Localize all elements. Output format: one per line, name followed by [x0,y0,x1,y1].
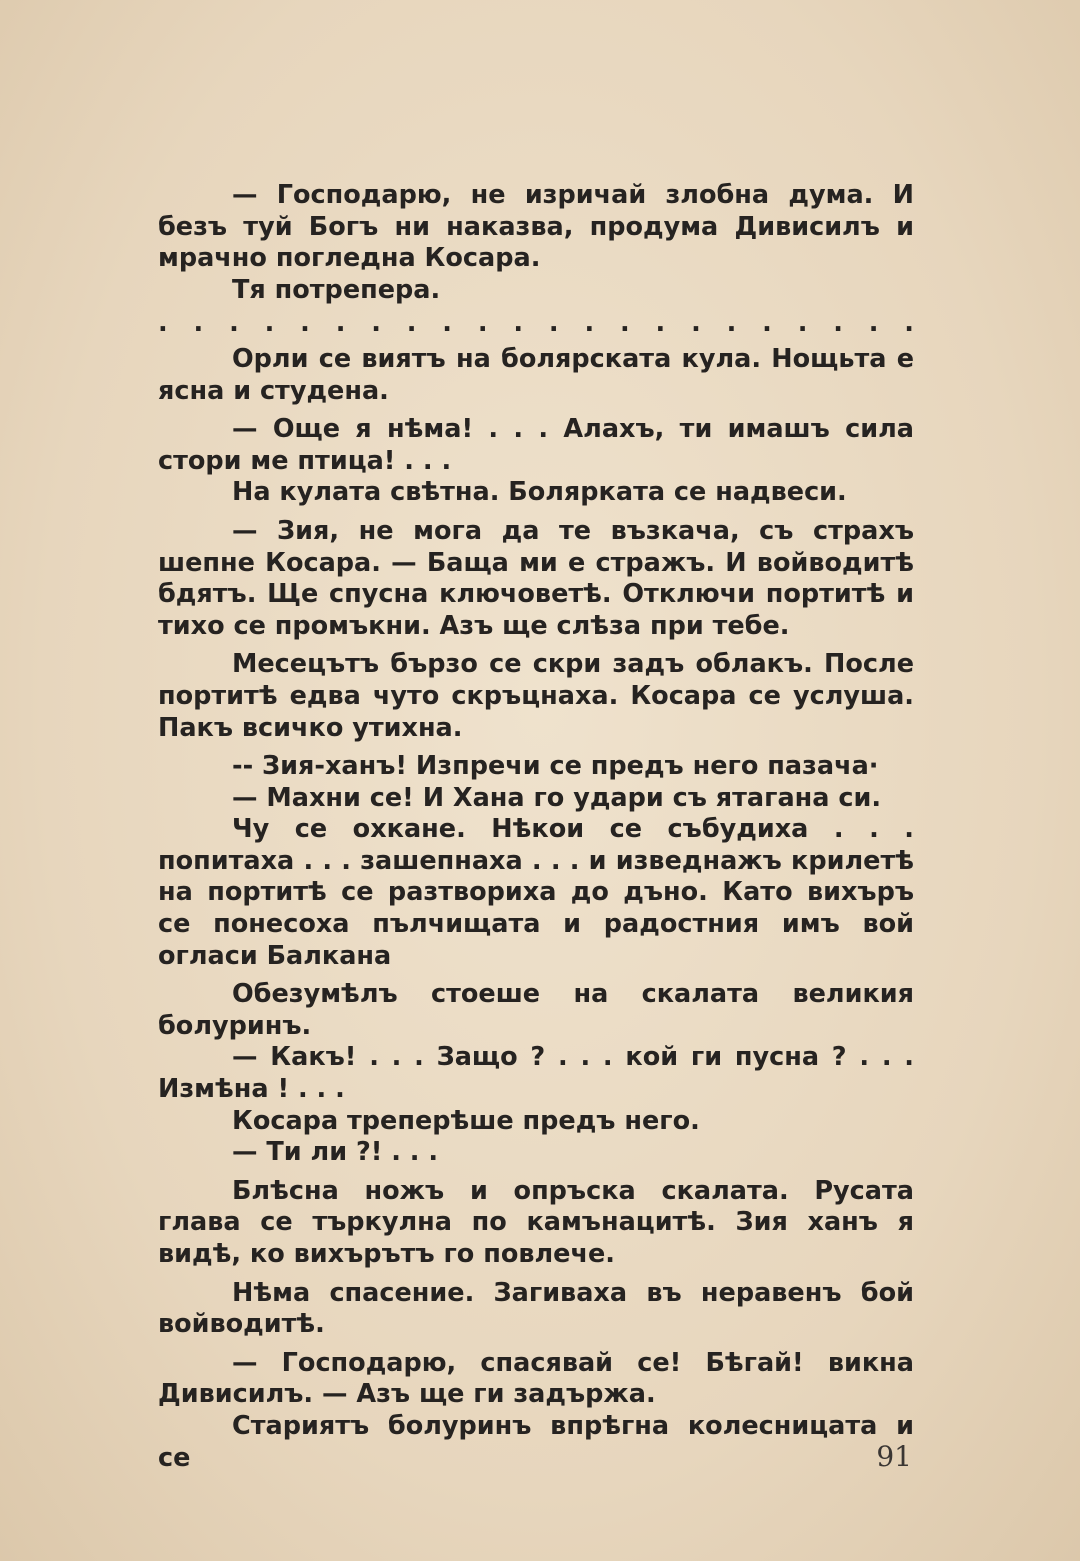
section-separator: . . . . . . . . . . . . . . . . . . . . . . [158,308,914,339]
paragraph: — Махни се! И Хана го удари съ ятагана си. [232,782,882,813]
paragraph: Нѣма спасение. Загиваха въ неравенъ бой войводитѣ. [158,1277,914,1340]
paragraph: — Ти ли ?! . . . [232,1137,439,1168]
paragraph: На кулата свѣтна. Болярката се надвеси. [232,477,847,508]
paragraph: -- Зия-ханъ! Изпречи се предъ него пазача· [232,751,879,782]
paragraph: Блѣсна ножъ и опръска скалата. Русата глава се търкулна по камънацитѣ. Зия ханъ я видѣ, ко вихърътъ го повлече. [158,1175,914,1269]
paragraph: — Какъ! . . . Защо ? . . . кой ги пусна ? . . . Измѣна ! . . . [158,1042,914,1105]
body-text [158,180,914,1474]
paragraph: Месецътъ бързо се скри задъ облакъ. После портитѣ едва чуто скръцнаха. Косара се услуша. Пакъ всичко утихна. [158,649,914,743]
paragraph: Тя потрепера. [232,274,441,305]
paragraph: Орли се виятъ на болярската кула. Нощьта е ясна и студена. [158,343,914,406]
paragraph: — Още я нѣма! . . . Алахъ, ти имашъ сила стори ме птица! . . . [158,414,914,476]
paragraph: Косара треперѣше предъ него. [232,1105,700,1136]
paragraph: Чу се охкане. Нѣкои се събудиха . . . попитаха . . . зашепнаха . . . и изведнажъ крилетѣ на портитѣ се разтвориха до дъно. Като вихъръ се понесоха пълчищата и радостния имъ вой огласи Балкана [158,814,914,971]
paragraph: Стариятъ болyринъ впрѣгна колесницата и се [158,1410,914,1473]
paragraph: — Господарю, спасявай се! Бѣгай! викна Дивисилъ. — Азъ ще ги задържа. [158,1347,914,1410]
paragraph: — Господарю, не изричай злобна дума. И безъ туй Богъ ни наказва, продума Дивисилъ и мрачно погледна Косара. [158,180,914,274]
paragraph: Обезумѣлъ стоеше на скалата великия болyринъ. [158,979,914,1041]
page-number: 91 [876,1440,912,1473]
paragraph: — Зия, не мога да те възкача, съ страхъ шепне Косара. — Баща ми е стражъ. И войводитѣ бдятъ. Ще спусна ключоветѣ. Отключи портитѣ и тихо се промъкни. Азъ ще слѣза при тебе. [158,515,914,641]
